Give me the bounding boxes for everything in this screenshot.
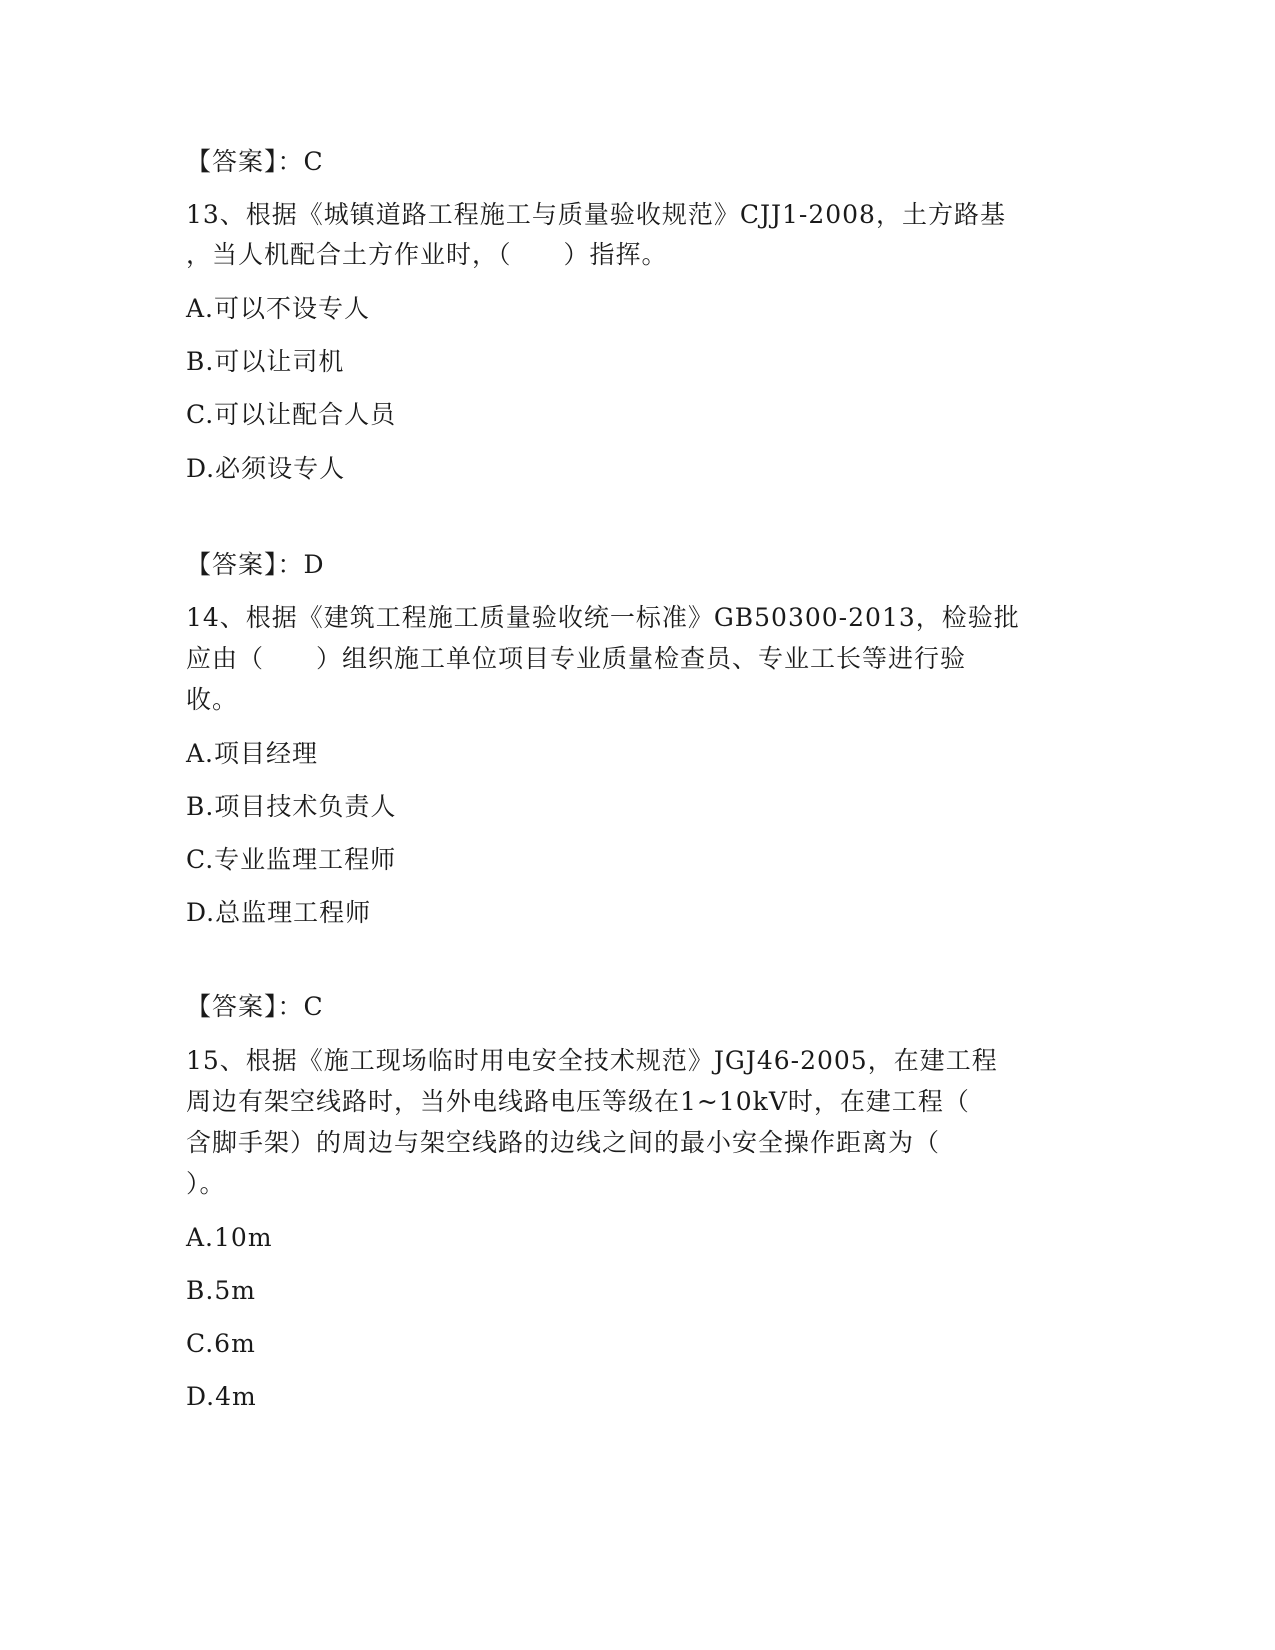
answer-value: C	[303, 147, 324, 176]
question-15-line-4: ）。	[186, 1169, 226, 1198]
question-15-option-d: D.4m	[186, 1382, 257, 1411]
question-15-line-1: 15、根据《施工现场临时用电安全技术规范》JGJ46-2005，在建工程	[186, 1046, 998, 1075]
question-13-option-c: C.可以让配合人员	[186, 400, 397, 429]
question-14-option-a: A.项目经理	[186, 739, 319, 768]
question-15-option-a: A.10m	[186, 1223, 273, 1252]
answer-value: C	[303, 992, 324, 1021]
question-13-line-2: ，当人机配合土方作业时，（ ）指挥。	[186, 240, 668, 269]
question-14-option-d: D.总监理工程师	[186, 898, 372, 927]
question-15-option-b: B.5m	[186, 1276, 256, 1305]
question-14-line-2: 应由（ ）组织施工单位项目专业质量检查员、专业工长等进行验	[186, 644, 967, 673]
answer-line	[186, 147, 324, 177]
answer-prefix: 【答案】：	[186, 550, 304, 579]
question-13-line-1: 13、根据《城镇道路工程施工与质量验收规范》CJJ1-2008，土方路基	[186, 200, 1006, 229]
answer-line	[186, 550, 325, 580]
question-15-option-c: C.6m	[186, 1329, 256, 1358]
answer-value: D	[303, 550, 325, 579]
answer-prefix: 【答案】：	[186, 992, 304, 1021]
question-14-line-1: 14、根据《建筑工程施工质量验收统一标准》GB50300-2013，检验批	[186, 603, 1020, 632]
question-13-option-d: D.必须设专人	[186, 454, 346, 483]
question-13-option-b: B.可以让司机	[186, 347, 345, 376]
question-14-line-3: 收。	[186, 685, 239, 714]
question-14-option-c: C.专业监理工程师	[186, 845, 397, 874]
answer-line	[186, 992, 324, 1022]
question-14-option-b: B.项目技术负责人	[186, 792, 397, 821]
question-15-line-2: 周边有架空线路时，当外电线路电压等级在1~10kV时，在建工程（	[186, 1087, 970, 1116]
answer-prefix: 【答案】：	[186, 147, 304, 176]
question-15-line-3: 含脚手架）的周边与架空线路的边线之间的最小安全操作距离为（	[186, 1128, 941, 1157]
question-13-option-a: A.可以不设专人	[186, 294, 371, 323]
